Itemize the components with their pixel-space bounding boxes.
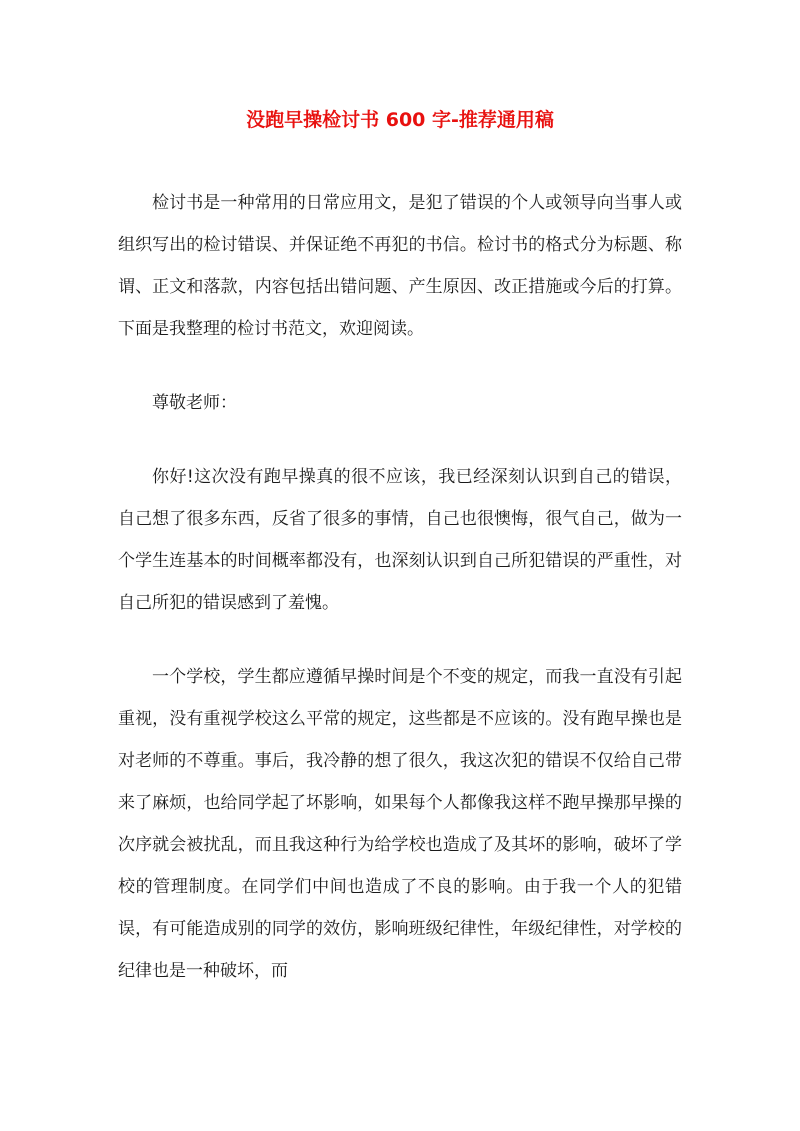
salutation: 尊敬老师： [152,393,237,413]
intro-paragraph: 检讨书是一种常用的日常应用文，是犯了错误的个人或领导向当事人或组织写出的检讨错误、并保证绝不再犯的书信。检讨书的格式分为标题、称谓、正文和落款，内容包括出错问题、产生原因、改正措施或今后的打算。下面是我整理的检讨书范文，欢迎阅读。 [118,193,682,339]
body-paragraph-reflection: 一个学校，学生都应遵循早操时间是个不变的规定，而我一直没有引起重视，没有重视学校这么平常的规定，这些都是不应该的。没有跑早操也是对老师的不尊重。事后，我冷静的想了很久，我这次犯的错误不仅给自己带来了麻烦，也给同学起了坏影响，如果每个人都像我这样不跑早操那早操的次序就会被扰乱，而且我这种行为给学校也造成了及其坏的影响，破坏了学校的管理制度。在同学们中间也造成了不良的影响。由于我一个人的犯错误，有可能造成别的同学的效仿，影响班级纪律性，年级纪律性，对学校的纪律也是一种破坏，而 [118,667,682,981]
body-paragraph-apology: 你好!这次没有跑早操真的很不应该，我已经深刻认识到自己的错误，自己想了很多东西，反省了很多的事情，自己也很懊悔，很气自己，做为一个学生连基本的时间概率都没有，也深刻认识到自己所犯错误的严重性，对自己所犯的错误感到了羞愧。 [118,467,682,613]
document-title: 没跑早操检讨书 600 字-推荐通用稿 [246,109,554,131]
document-body [118,182,682,992]
